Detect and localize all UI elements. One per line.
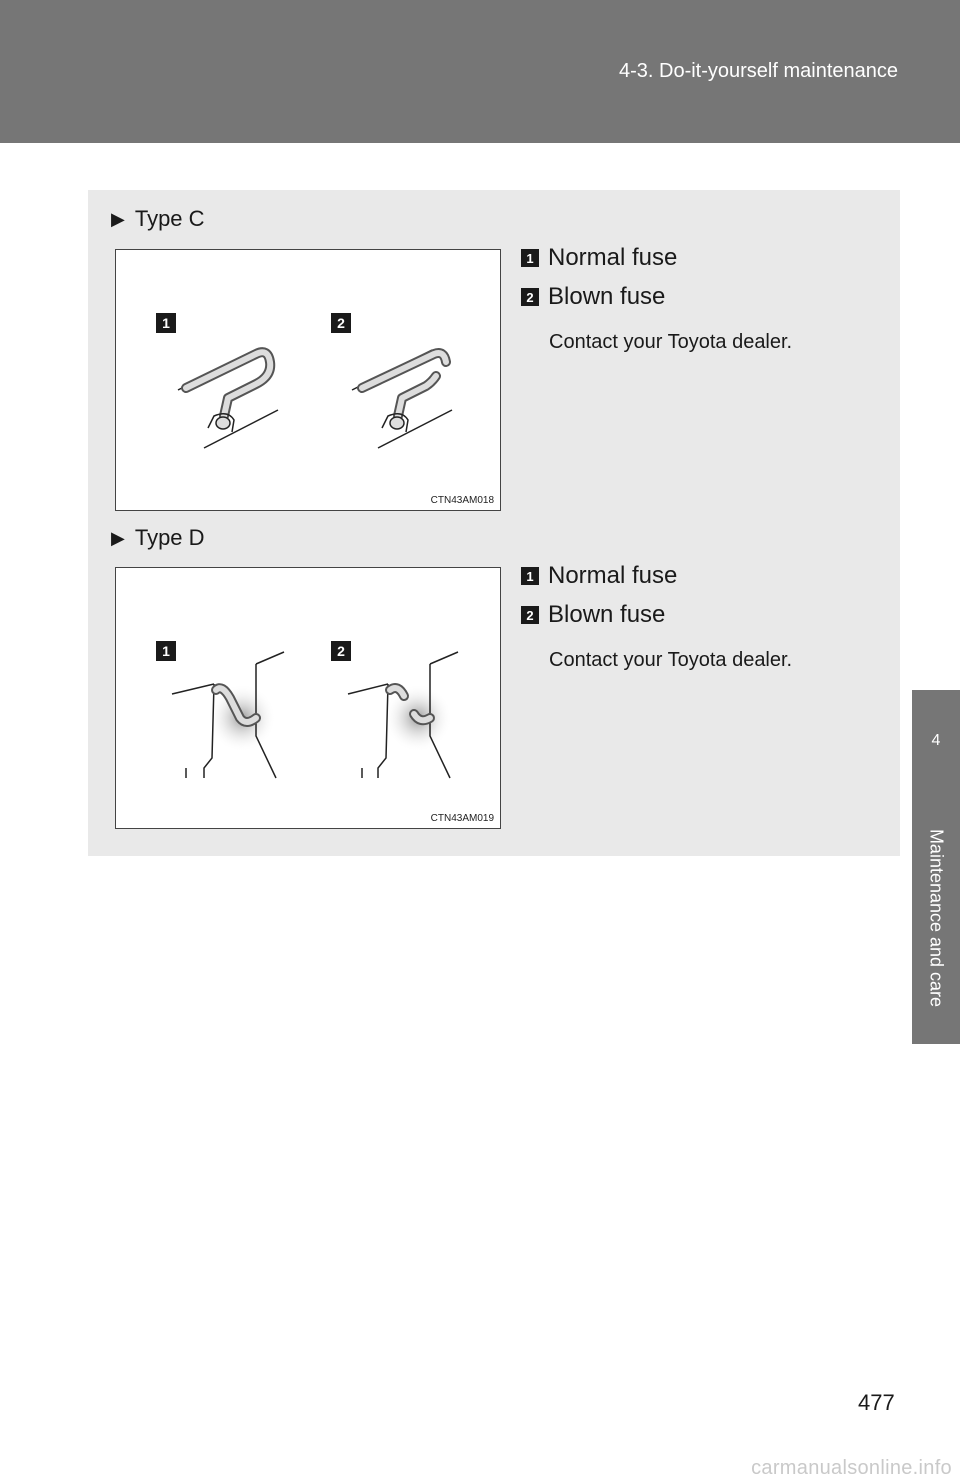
chapter-tab-label[interactable] [912, 792, 960, 1044]
type-c-legend-normal [521, 244, 677, 272]
type-d-fuse-illustration [116, 568, 500, 828]
type-c-legend-normal-label: Normal fuse [548, 244, 678, 271]
section-title: 4-3. Do-it-yourself maintenance [618, 60, 898, 82]
page-number: 477 [858, 1390, 895, 1415]
number-1-badge: 1 [521, 567, 539, 585]
type-c-legend-blown [521, 283, 665, 311]
type-d-legend-normal [521, 562, 677, 590]
watermark[interactable]: carmanualsonline.info [751, 1457, 952, 1479]
type-c-heading-text: Type C [134, 206, 205, 231]
type-d-legend-blown [521, 601, 665, 629]
number-2-badge: 2 [521, 288, 539, 306]
chapter-tab-number[interactable]: 4 [912, 690, 960, 792]
callout-1-text: 1 [162, 643, 170, 659]
type-d-figure-code: CTN43AM019 [430, 813, 494, 824]
type-d-heading-text: Type D [134, 525, 205, 550]
number-2-badge: 2 [521, 606, 539, 624]
type-d-note: Contact your Toyota dealer. [549, 649, 793, 671]
number-1-badge: 1 [521, 249, 539, 267]
callout-2-text: 2 [337, 315, 345, 331]
normal-fuse-drawing [178, 350, 278, 448]
type-d-legend-normal-label: Normal fuse [548, 562, 678, 589]
triangle-right-icon: ▶ [111, 527, 125, 548]
callout-2-text: 2 [337, 643, 345, 659]
header-bar [0, 0, 960, 143]
type-d-figure [115, 567, 501, 829]
triangle-right-icon: ▶ [111, 208, 125, 229]
type-c-legend-blown-label: Blown fuse [548, 283, 666, 310]
normal-fuse-drawing [172, 652, 284, 778]
type-c-heading [111, 206, 205, 232]
blown-fuse-drawing [352, 350, 452, 448]
type-d-legend-blown-label: Blown fuse [548, 601, 666, 628]
type-c-note: Contact your Toyota dealer. [549, 331, 793, 353]
chapter-tab-title: Maintenance and care [926, 828, 947, 1008]
type-c-fuse-illustration [116, 250, 500, 510]
type-c-figure-code: CTN43AM018 [430, 495, 494, 506]
blown-fuse-drawing [348, 652, 458, 778]
type-d-heading [111, 525, 205, 551]
type-c-figure [115, 249, 501, 511]
callout-1-text: 1 [162, 315, 170, 331]
